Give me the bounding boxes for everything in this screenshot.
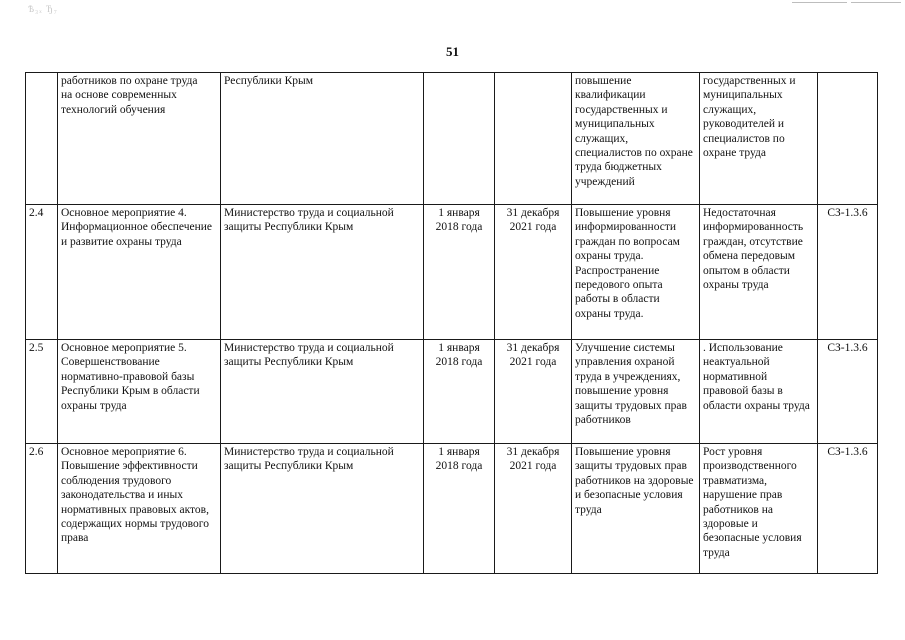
- scan-artifact: Ѣ₃ₓ Ђ₇: [28, 4, 58, 14]
- start-date: [424, 73, 495, 205]
- start-date: 1 января 2018 года: [424, 205, 495, 340]
- executor: Республики Крым: [221, 73, 424, 205]
- start-date: 1 января 2018 года: [424, 444, 495, 574]
- page-number: 51: [446, 44, 459, 59]
- activity-name: работников по охране труда на основе современных технологий обучения: [58, 73, 221, 205]
- expected-result: Повышение уровня защиты трудовых прав работников на здоровые и безопасные условия труда: [572, 444, 700, 574]
- end-date: 31 декабря 2021 года: [495, 205, 572, 340]
- end-date: 31 декабря 2021 года: [495, 340, 572, 444]
- scan-line: [792, 2, 847, 3]
- expected-result: Улучшение системы управления охраной труда в учреждениях, повышение уровня защиты трудовых прав работников: [572, 340, 700, 444]
- table-row: [26, 73, 878, 205]
- activity-name: Основное мероприятие 4. Информационное обеспечение и развитие охраны труда: [58, 205, 221, 340]
- executor: Министерство труда и социальной защиты Республики Крым: [221, 444, 424, 574]
- non-implementation-consequences: . Использование неактуальной нормативной правовой базы в области охраны труда: [700, 340, 818, 444]
- program-activities-table: [25, 72, 878, 574]
- indicator-code: [818, 73, 878, 205]
- indicator-code: СЗ-1.3.6: [818, 340, 878, 444]
- table-row: [26, 205, 878, 340]
- row-number: 2.4: [26, 205, 58, 340]
- executor: Министерство труда и социальной защиты Республики Крым: [221, 340, 424, 444]
- indicator-code: СЗ-1.3.6: [818, 444, 878, 574]
- table-row: [26, 444, 878, 574]
- end-date: [495, 73, 572, 205]
- non-implementation-consequences: Рост уровня производственного травматизма, нарушение прав работников на здоровые и безопасные условия труда: [700, 444, 818, 574]
- end-date: 31 декабря 2021 года: [495, 444, 572, 574]
- non-implementation-consequences: государственных и муниципальных служащих, руководителей и специалистов по охране труда: [700, 73, 818, 205]
- non-implementation-consequences: Недостаточная информированность граждан, отсутствие обмена передовым опытом в области охраны труда: [700, 205, 818, 340]
- row-number: 2.6: [26, 444, 58, 574]
- scan-line: [851, 2, 901, 3]
- indicator-code: СЗ-1.3.6: [818, 205, 878, 340]
- row-number: [26, 73, 58, 205]
- row-number: 2.5: [26, 340, 58, 444]
- table-row: [26, 340, 878, 444]
- executor: Министерство труда и социальной защиты Республики Крым: [221, 205, 424, 340]
- start-date: 1 января 2018 года: [424, 340, 495, 444]
- activity-name: Основное мероприятие 6. Повышение эффективности соблюдения трудового законодательства и иных нормативных правовых актов, содержащих нормы трудового права: [58, 444, 221, 574]
- activity-name: Основное мероприятие 5. Совершенствование нормативно-правовой базы Республики Крым в области охраны труда: [58, 340, 221, 444]
- expected-result: Повышение уровня информированности граждан по вопросам охраны труда. Распространение передового опыта работы в области охраны труда.: [572, 205, 700, 340]
- expected-result: повышение квалификации государственных и муниципальных служащих, специалистов по охране труда бюджетных учреждений: [572, 73, 700, 205]
